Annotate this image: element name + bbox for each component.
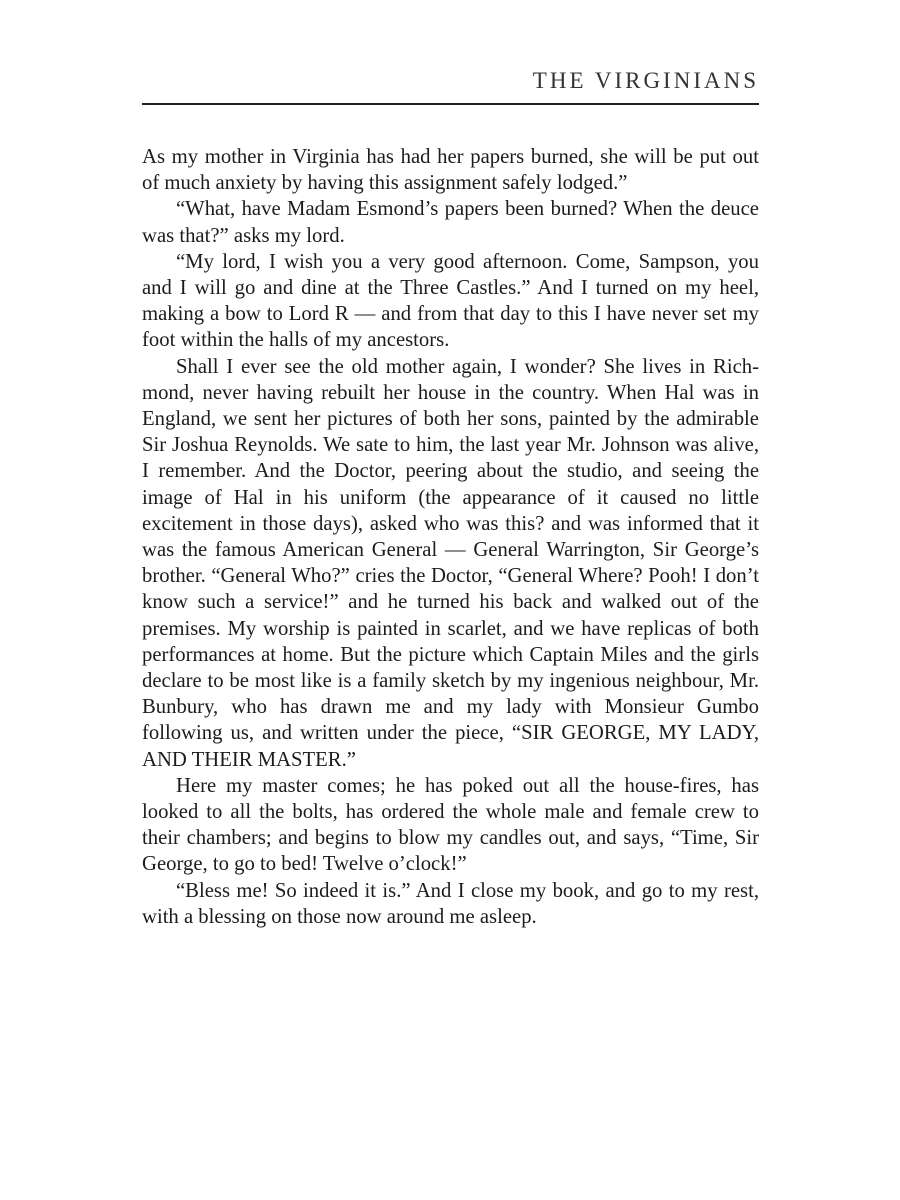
paragraph: “My lord, I wish you a very good afternoon. Come, Sampson, you and I will go and dine at the Three Castles.” And I turned on my heel, making a bow to Lord R — and from that day to this I have never set my foot within the halls of my ancestors. (142, 250, 759, 352)
running-head-title: THE VIRGINIANS (532, 68, 759, 93)
body-text (142, 144, 759, 930)
paragraph: As my mother in Virginia has had her papers burned, she will be put out of much anxiety by having this assignment safely lodged.” (142, 146, 759, 195)
header-rule (142, 103, 759, 105)
paragraph: “Bless me! So indeed it is.” And I close my book, and go to my rest, with a blessing on those now around me asleep. (142, 879, 759, 928)
paragraph: Shall I ever see the old mother again, I wonder? She lives in Richmond, never having rebuilt her house in the country. When Hal was in England, we sent her pictures of both her sons, painted by the admirable Sir Joshua Reynolds. We sate to him, the last year Mr. Johnson was alive, I remember. And the Doctor, peering about the studio, and seeing the image of Hal in his uniform (the appearance of it caused no little excitement in those days), asked who was this? and was informed that it was the famous American General — General Warrington, Sir George’s brother. “General Who?” cries the Doctor, “General Where? Pooh! I don’t know such a service!” and he turned his back and walked out of the premises. My worship is painted in scarlet, and we have replicas of both performances at home. But the picture which Captain Miles and the girls declare to be most like is a family sketch by my ingenious neighbour, Mr. Bunbury, who has drawn me and my lady with Monsieur Gumbo following us, and written under the piece, “SIR GEORGE, MY LADY, AND THEIR MASTER.” (142, 355, 759, 771)
paragraph: Here my master comes; he has poked out all the house-fires, has looked to all the bolts, has ordered the whole male and female crew to their chambers; and begins to blow my candles out, and says, “Time, Sir George, to go to bed! Twelve o’clock!” (142, 774, 759, 876)
paragraph: “What, have Madam Esmond’s papers been burned? When the deuce was that?” asks my lord. (142, 198, 759, 247)
